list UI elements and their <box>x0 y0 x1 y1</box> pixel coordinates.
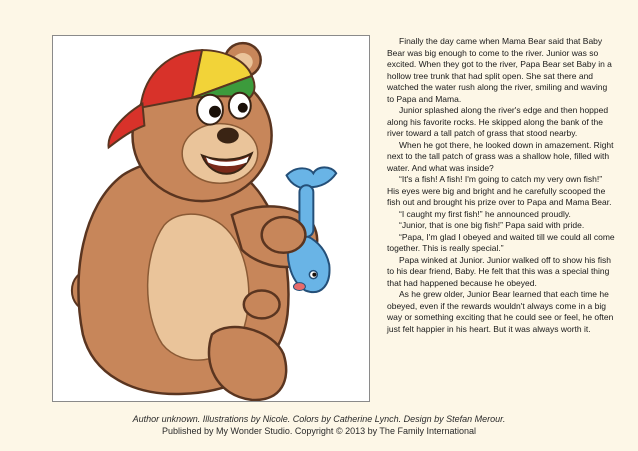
story-paragraph: Papa winked at Junior. Junior walked off to show his fish to his dear friend, Baby. He felt that this was a special thing that had happened because he obeyed. <box>387 254 611 288</box>
bear-with-fish-illustration <box>53 36 369 401</box>
credits <box>0 413 638 437</box>
story-paragraph: When he got there, he looked down in amazement. Right next to the tall patch of grass was a shallow hole, filled with water. And what was inside? <box>387 139 614 173</box>
story-paragraph: Junior splashed along the river's edge and then hopped along his favorite rocks. He skipped along the bank of the river toward a tall patch of grass that stood nearby. <box>387 105 609 138</box>
story-paragraph: “Junior, that is one big fish!” Papa said with pride. <box>399 220 585 230</box>
story-paragraph: “It's a fish! A fish! I'm going to catch my very own fish!” His eyes were big and bright and he carefully scooped the fish out and brought his prize over to Papa and Mama Bear. <box>387 174 612 207</box>
story-paragraph: “I caught my first fish!” he announced proudly. <box>399 208 571 219</box>
bear-pupil-left <box>209 106 221 118</box>
credits-line-publisher: Published by My Wonder Studio. Copyright © 2013 by The Family International <box>162 426 476 436</box>
story-paragraph: “Papa, I'm glad I obeyed and waited till we could all come together. This is really special.” <box>387 231 615 253</box>
bear-pupil-right <box>238 103 248 113</box>
bear-nose <box>217 128 239 144</box>
story-paragraph: As he grew older, Junior Bear learned that each time he obeyed, even if the rewards wouldn't always come in a big way or something exciting that he could see or feel, he often just felt happier in his heart. But it was always worth it. <box>387 289 614 334</box>
bear-paw <box>262 217 306 253</box>
credits-line-authors: Author unknown. Illustrations by Nicole. Colors by Catherine Lynch. Design by Stefan Merour. <box>132 414 506 424</box>
story-text <box>387 36 615 335</box>
bear-lower-paw <box>244 291 280 319</box>
story-illustration <box>52 35 370 402</box>
story-paragraph: Finally the day came when Mama Bear said that Baby Bear was big enough to come to the river. Junior was so excited. When they got to the river, Papa Bear set Baby in a hollow tree trunk that had split open. She sat there and watched the water rush along the river, smiling and waving to Papa and Mama. <box>387 36 612 104</box>
